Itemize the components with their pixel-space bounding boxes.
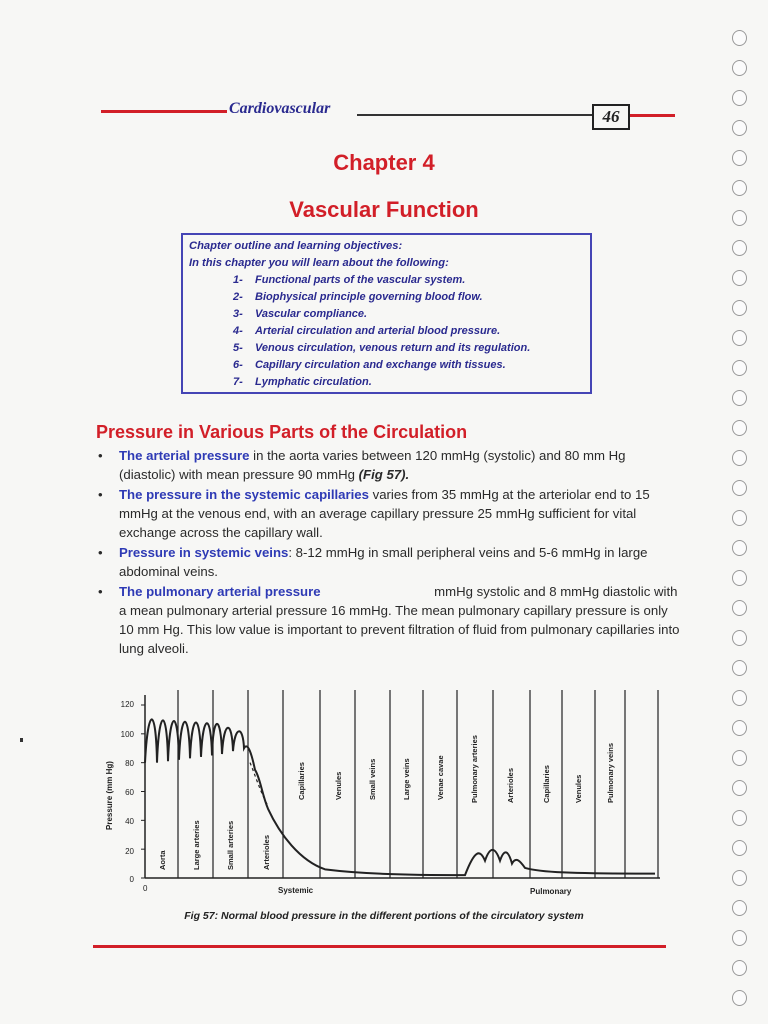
binder-ring <box>732 480 747 496</box>
header-title: Cardiovascular <box>229 100 331 117</box>
binder-ring <box>732 840 747 856</box>
segment-label: Capillaries <box>542 765 551 803</box>
outline-item: 4- Arterial circulation and arterial blood pressure. <box>233 325 501 337</box>
binder-ring <box>732 450 747 466</box>
binder-ring <box>732 330 747 346</box>
segment-label: Large arteries <box>192 820 201 870</box>
binder-ring <box>732 690 747 706</box>
binder-ring <box>732 990 747 1006</box>
binder-ring <box>732 720 747 736</box>
segment-label: Pulmonary veins <box>606 742 615 803</box>
outline-item: 2- Biophysical principle governing blood flow. <box>233 291 483 303</box>
chapter-number: Chapter 4 <box>333 150 435 175</box>
y-tick-label: 40 <box>125 817 134 826</box>
outline-heading: Chapter outline and learning objectives: <box>189 240 403 252</box>
outline-item: 3- Vascular compliance. <box>233 308 368 320</box>
segment-label: Small arteries <box>226 820 235 870</box>
y-tick-label: 0 <box>129 875 134 884</box>
binder-ring <box>732 630 747 646</box>
binder-ring <box>732 240 747 256</box>
outline-item: 5- Venous circulation, venous return and its regulation. <box>233 342 531 354</box>
margin-mark <box>20 738 23 742</box>
bullet-list <box>96 446 681 659</box>
figure-caption: Fig 57: Normal blood pressure in the different portions of the circulatory system <box>184 910 584 922</box>
section-heading: Pressure in Various Parts of the Circulation <box>96 422 468 442</box>
header-rule-left <box>101 110 227 113</box>
binder-ring <box>732 90 747 106</box>
segment-label: Arterioles <box>262 834 271 870</box>
binder-ring <box>732 270 747 286</box>
binder-ring <box>732 510 747 526</box>
outline-item: 6- Capillary circulation and exchange with tissues. <box>233 359 506 371</box>
binder-ring <box>732 300 747 316</box>
binder-ring <box>732 30 747 46</box>
page-number: 46 <box>592 104 630 130</box>
chapter-title: Vascular Function <box>289 197 479 222</box>
binder-ring <box>732 960 747 976</box>
outline-item: 7- Lymphatic circulation. <box>233 376 372 388</box>
y-tick-label: 120 <box>120 700 134 709</box>
binder-ring <box>732 930 747 946</box>
binder-ring <box>732 750 747 766</box>
segment-label: Aorta <box>158 850 167 870</box>
binder-ring <box>732 600 747 616</box>
segment-label: Small veins <box>368 758 377 800</box>
pulmonary-label: Pulmonary <box>530 887 572 896</box>
binder-ring <box>732 780 747 796</box>
binder-ring <box>732 660 747 676</box>
y-axis-label: Pressure (mm Hg) <box>105 761 114 830</box>
binder-ring <box>732 120 747 136</box>
binder-ring <box>732 540 747 556</box>
chapter-outline-box <box>181 233 592 394</box>
segment-label: Venules <box>574 774 583 803</box>
outline-list <box>189 272 584 391</box>
segment-label: Large veins <box>402 758 411 800</box>
blood-pressure-chart <box>100 685 670 900</box>
systemic-label: Systemic <box>278 886 314 895</box>
header-rule-far-right <box>627 114 675 117</box>
y-tick-label: 80 <box>125 759 134 768</box>
outline-item: 1- Functional parts of the vascular system. <box>233 274 466 286</box>
segment-label: Pulmonary arteries <box>470 735 479 803</box>
y-tick-label: 60 <box>125 788 134 797</box>
binder-rings <box>728 30 754 1020</box>
bullet-item: • The pulmonary arterial pressure mmHg systolic and 8 mmHg diastolic with a mean pulmonary arterial pressure 16 mmHg. The mean pulmonary capillary pressure is only 10 mm Hg. This low value is important to prevent filtration of fluid from pulmonary capillaries into lung alveoli. <box>98 584 680 656</box>
bullet-item: • The arterial pressure in the aorta varies between 120 mmHg (systolic) and 80 mm Hg (diastolic) with mean pressure 90 mmHg (Fig 57). <box>98 448 626 482</box>
outline-intro: In this chapter you will learn about the following: <box>189 257 449 269</box>
binder-ring <box>732 180 747 196</box>
y-tick-label: 20 <box>125 847 134 856</box>
footer-rule <box>93 945 666 948</box>
binder-ring <box>732 360 747 376</box>
segment-label: Capillaries <box>297 762 306 800</box>
x-origin-label: 0 <box>143 884 148 893</box>
binder-ring <box>732 60 747 76</box>
binder-ring <box>732 420 747 436</box>
segment-label: Venules <box>334 771 343 800</box>
bullet-item: • Pressure in systemic veins: 8-12 mmHg in small peripheral veins and 5-6 mmHg in large abdominal veins. <box>98 545 648 579</box>
header-rule-right <box>357 114 593 116</box>
binder-ring <box>732 810 747 826</box>
binder-ring <box>732 390 747 406</box>
segment-label: Venae cavae <box>436 755 445 800</box>
binder-ring <box>732 570 747 586</box>
segment-label: Arterioles <box>506 767 515 803</box>
bullet-item: • The pressure in the systemic capillaries varies from 35 mmHg at the arteriolar end to 15 mmHg at the venous end, with an average capillary pressure 25 mmHg sufficient for vital exchange across the capillary wall. <box>98 487 650 540</box>
binder-ring <box>732 870 747 886</box>
y-tick-label: 100 <box>120 730 134 739</box>
